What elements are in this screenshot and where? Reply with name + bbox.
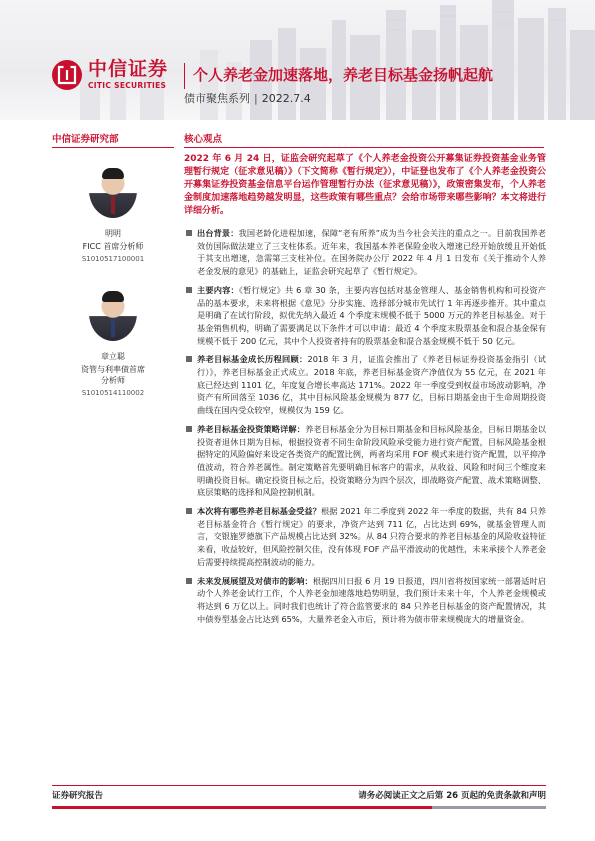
footer-report-type: 证券研究报告 [52, 791, 104, 801]
series-name: 债市聚焦系列 [184, 92, 250, 105]
footer-color-bar [52, 806, 546, 809]
citic-logo [52, 60, 168, 90]
analyst-photo [89, 285, 137, 341]
analyst-id: S1010517100001 [81, 255, 145, 263]
analyst-role-line2: 分析师 [101, 376, 125, 385]
key-point-lead: 主要内容： [197, 284, 239, 295]
bullet-square-icon [186, 230, 192, 236]
summary-paragraph: 2022 年 6 月 24 日，证监会研究起草了《个人养老金投资公开募集证券投资基金业务管理暂行规定（征求意见稿）》（下文简称《暂行规定》），中证登也发布了《个人养老金投资公开募集证券投资基金信息平台运作管理暂行办法（征求意见稿）》，政策密集发布，个人养老金制度加速落地趋势越发明显，这些政策有哪些重点？会给市场带来哪些影响？本文将进行详细分析。 [184, 154, 546, 216]
key-point-text: 根据四川日报 6 月 19 日报道，四川省将按国家统一部署适时启动个人养老金试行工作，个人养老金加速落地趋势明显，我们预计未来十年，个人养老金规模或将达到 6 万亿以上。同时我们也统计了符合监管要求的 84 只养老目标基金的资产配置情况，其中债券型基金占比达到 65%，大量养老金入市后，预计将为债市带来规模庞大的增量资金。 [197, 575, 546, 624]
key-point [184, 284, 546, 348]
key-point-text: 根据 2021 年二季度到 2022 年一季度的数据，共有 84 只养老目标基金符合《暂行规定》的要求，净资产达到 711 亿，占比达到 69%，就基金管理人而言，交银施罗德旗下产品规模占比达到 32%。从 84 只符合要求的养老目标基金的风险收益特征来看，收益较好，但风险控制欠佳，没有体现 FOF 产品平滑波动的优越性，未来承接个人养老金后需要持续提高控制波动的能力。 [197, 506, 546, 567]
key-point [184, 353, 546, 417]
report-date: 2022.7.4 [261, 92, 311, 105]
key-point-lead: 本次将有哪些养老目标基金受益？ [197, 506, 321, 517]
key-point-text: 我国老龄化进程加速，保障“老有所养”成为当今社会关注的重点之一。目前我国养老效仿国际做法建立了三支柱体系。近年来，我国基本养老保险金收入增速已经开始放缓且开始低于其支出增速，急需第三支柱补位。在国务院办公厅 2022 年 4 月 1 日发布《关于推动个人养老金发展的意见》的基础上，证监会研究起草了《暂行规定》。 [197, 228, 546, 277]
section-heading: 核心观点 [184, 131, 544, 148]
analyst-name: 章立聪 [101, 352, 125, 361]
report-title: 个人养老金加速落地，养老目标基金扬帆起航 [193, 66, 494, 84]
bullet-square-icon [186, 356, 192, 362]
bullet-square-icon [186, 287, 192, 293]
analyst-id: S1010514110002 [81, 389, 145, 397]
key-point-text: 养老目标基金分为目标日期基金和目标风险基金，目标日期基金以投资者退休日期为目标，根据投资者不同生命阶段风险承受能力进行资产配置，目标风险基金根据特定的风险偏好来设定各类资产的配置比例，两者均采用 FOF 模式来进行资产配置，以平抑净值波动，符合养老属性。制定策略首先要明确目标客户的需求，从收益、风险和时间三个维度来明确投资目标。确定投资目标之后，投资策略分为四个层次，即战略资产配置、战术策略调整、底层策略的选择和风险控制机制。 [197, 423, 546, 498]
key-point [184, 227, 546, 278]
analyst-role: 资管与利率债首席 [81, 365, 145, 374]
key-point-lead: 养老目标基金投资策略详解： [197, 423, 306, 434]
analyst-name: 明明 [105, 229, 121, 238]
bullet-square-icon [186, 578, 192, 584]
logo-english-name: CITIC SECURITIES [88, 81, 167, 91]
key-points-list [184, 227, 546, 625]
key-point-lead: 出台背景： [197, 228, 239, 238]
key-point [184, 423, 546, 499]
analyst-photo [89, 162, 137, 218]
analyst-card [52, 162, 174, 263]
report-subline: 债市聚焦系列 | 2022.7.4 [184, 92, 311, 105]
key-point [184, 505, 546, 569]
research-dept: 中信证券研究部 [52, 131, 174, 148]
title-divider [184, 63, 185, 89]
logo-chinese-name: 中信证券 [88, 58, 169, 81]
key-point-lead: 未来发展展望及对债市的影响： [197, 575, 313, 586]
key-point-lead: 养老目标基金成长历程回顾： [197, 354, 308, 365]
footer-disclaimer: 请务必阅读正文之后第 26 页起的免责条款和声明 [358, 791, 546, 801]
bullet-square-icon [186, 508, 192, 514]
key-point-text: 2018 年 3 月，证监会推出了《养老目标证券投资基金指引（试行）》，养老目标基金正式成立。2018 年底，养老目标基金资产净值仅为 55 亿元，在 2021 年底已经达到 1101 亿，年度复合增长率高达 171%。2022 年一季度受到权益市场波动影响，净资产有所回落至 1036 亿，其中目标风险基金规模为 877 亿，目标日期基金由于生命周期投资曲线在国内受众较窄，规模仅为 159 亿。 [197, 354, 546, 416]
footer-divider [52, 785, 546, 786]
citic-logo-icon [52, 60, 82, 90]
header-banner [0, 0, 595, 120]
analyst-role: FICC 首席分析师 [82, 242, 144, 251]
bullet-square-icon [186, 426, 192, 432]
key-point-text: 《暂行规定》共 6 章 30 条，主要内容包括对基金管理人、基金销售机构和可投资产品的基本要求，未来将根据《意见》分步实施、选择部分城市先试行 1 年再逐步推开。其中重点是明确了在试行阶段，拟优先纳入最近 4 个季度末规模不低于 5000 万元的养老目标基金。对于基金销售机构，明确了需要满足以下条件才可以申请：最近 4 个季度末股票基金和混合基金保有规模不低于 200 亿元，其中个人投资者持有的股票基金和混合基金规模不低于 50 亿元。 [197, 284, 546, 346]
key-point [184, 575, 546, 626]
analyst-card [52, 285, 174, 397]
